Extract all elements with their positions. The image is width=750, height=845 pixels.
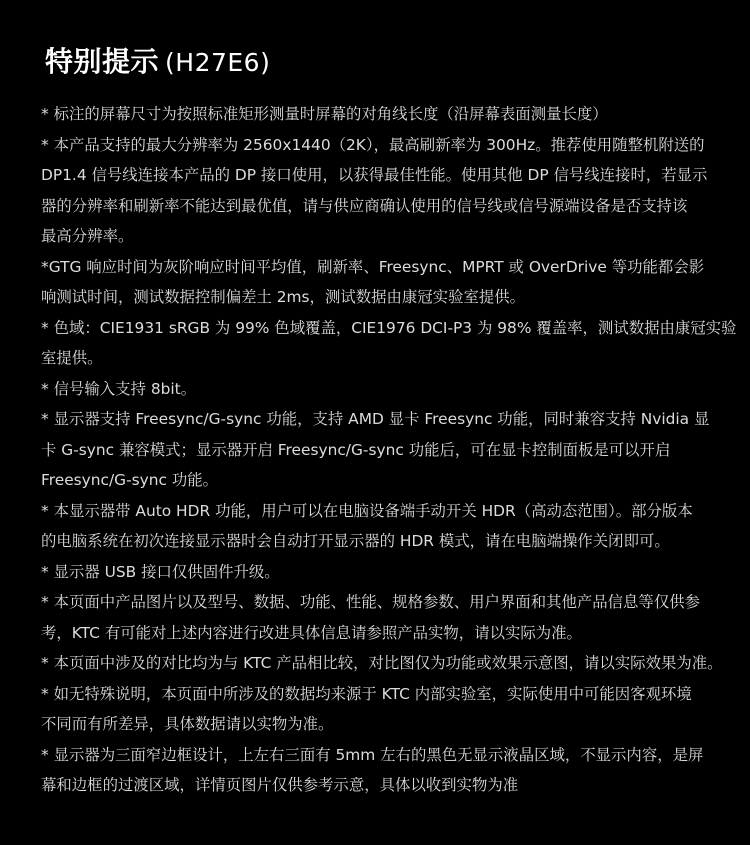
note-line: 器的分辨率和刷新率不能达到最优值，请与供应商确认使用的信号线或信号源端设备是否支持该: [41, 196, 688, 215]
note-line: * 信号输入支持 8bit。: [41, 379, 197, 398]
note-line: * 如无特殊说明，本页面中所涉及的数据均来源于 KTC 内部实验室，实际使用中可能因客观环境: [41, 684, 692, 703]
model-number: (H27E6): [165, 48, 271, 77]
note-line: Freesync/G-sync 功能。: [41, 471, 219, 489]
note-line: *GTG 响应时间为灰阶响应时间平均值，刷新率、Freesync、MPRT 或 OverDrive 等功能都会影: [41, 257, 705, 276]
note-line: * 本页面中产品图片以及型号、数据、功能、性能、规格参数、用户界面和其他产品信息等仅供参: [41, 593, 700, 611]
note-line: 幕和边框的过渡区域，详情页图片仅供参考示意，具体以收到实物为准: [41, 776, 519, 794]
title-text: 特别提示: [45, 45, 160, 78]
page-title: [45, 40, 270, 80]
note-line: 卡 G-sync 兼容模式；显示器开启 Freesync/G-sync 功能后，可在显卡控制面板是可以开启: [41, 440, 671, 459]
note-line: 最高分辨率。: [41, 227, 134, 245]
note-line: * 显示器支持 Freesync/G-sync 功能，支持 AMD 显卡 Freesync 功能，同时兼容支持 Nvidia 显: [41, 410, 710, 428]
note-line: * 显示器 USB 接口仅供固件升级。: [41, 562, 280, 581]
note-line: 响测试时间，测试数据控制偏差土 2ms，测试数据由康冠实验室提供。: [41, 288, 526, 306]
note-line: 考，KTC 有可能对上述内容进行改进具体信息请参照产品实物，请以实际为准。: [41, 623, 582, 642]
note-line: * 标注的屏幕尺寸为按照标准矩形测量时屏幕的对角线长度（沿屏幕表面测量长度）: [41, 105, 608, 123]
note-line: 的电脑系统在初次连接显示器时会自动打开显示器的 HDR 模式，请在电脑端操作关闭即可。: [41, 532, 670, 550]
notes-list: [41, 99, 737, 801]
note-line: * 显示器为三面窄边框设计，上左右三面有 5mm 左右的黑色无显示液晶区域，不显示内容，是屏: [41, 745, 704, 764]
note-line: 不同而有所差异，具体数据请以实物为准。: [41, 715, 334, 733]
note-line: * 本页面中涉及的对比均为与 KTC 产品相比较，对比图仅为功能或效果示意图，请以实际效果为准。: [41, 654, 723, 672]
note-line: * 色域：CIE1931 sRGB 为 99% 色域覆盖，CIE1976 DCI-P3 为 98% 覆盖率，测试数据由康冠实验: [41, 318, 737, 337]
note-line: DP1.4 信号线连接本产品的 DP 接口使用，以获得最佳性能。使用其他 DP 信号线连接时，若显示: [41, 166, 708, 184]
note-line: * 本产品支持的最大分辨率为 2560x1440（2K），最高刷新率为 300Hz。推荐使用随整机附送的: [41, 135, 705, 154]
note-line: * 本显示器带 Auto HDR 功能，用户可以在电脑设备端手动开关 HDR（高动态范围）。部分版本: [41, 501, 693, 520]
note-line: 室提供。: [41, 349, 103, 367]
